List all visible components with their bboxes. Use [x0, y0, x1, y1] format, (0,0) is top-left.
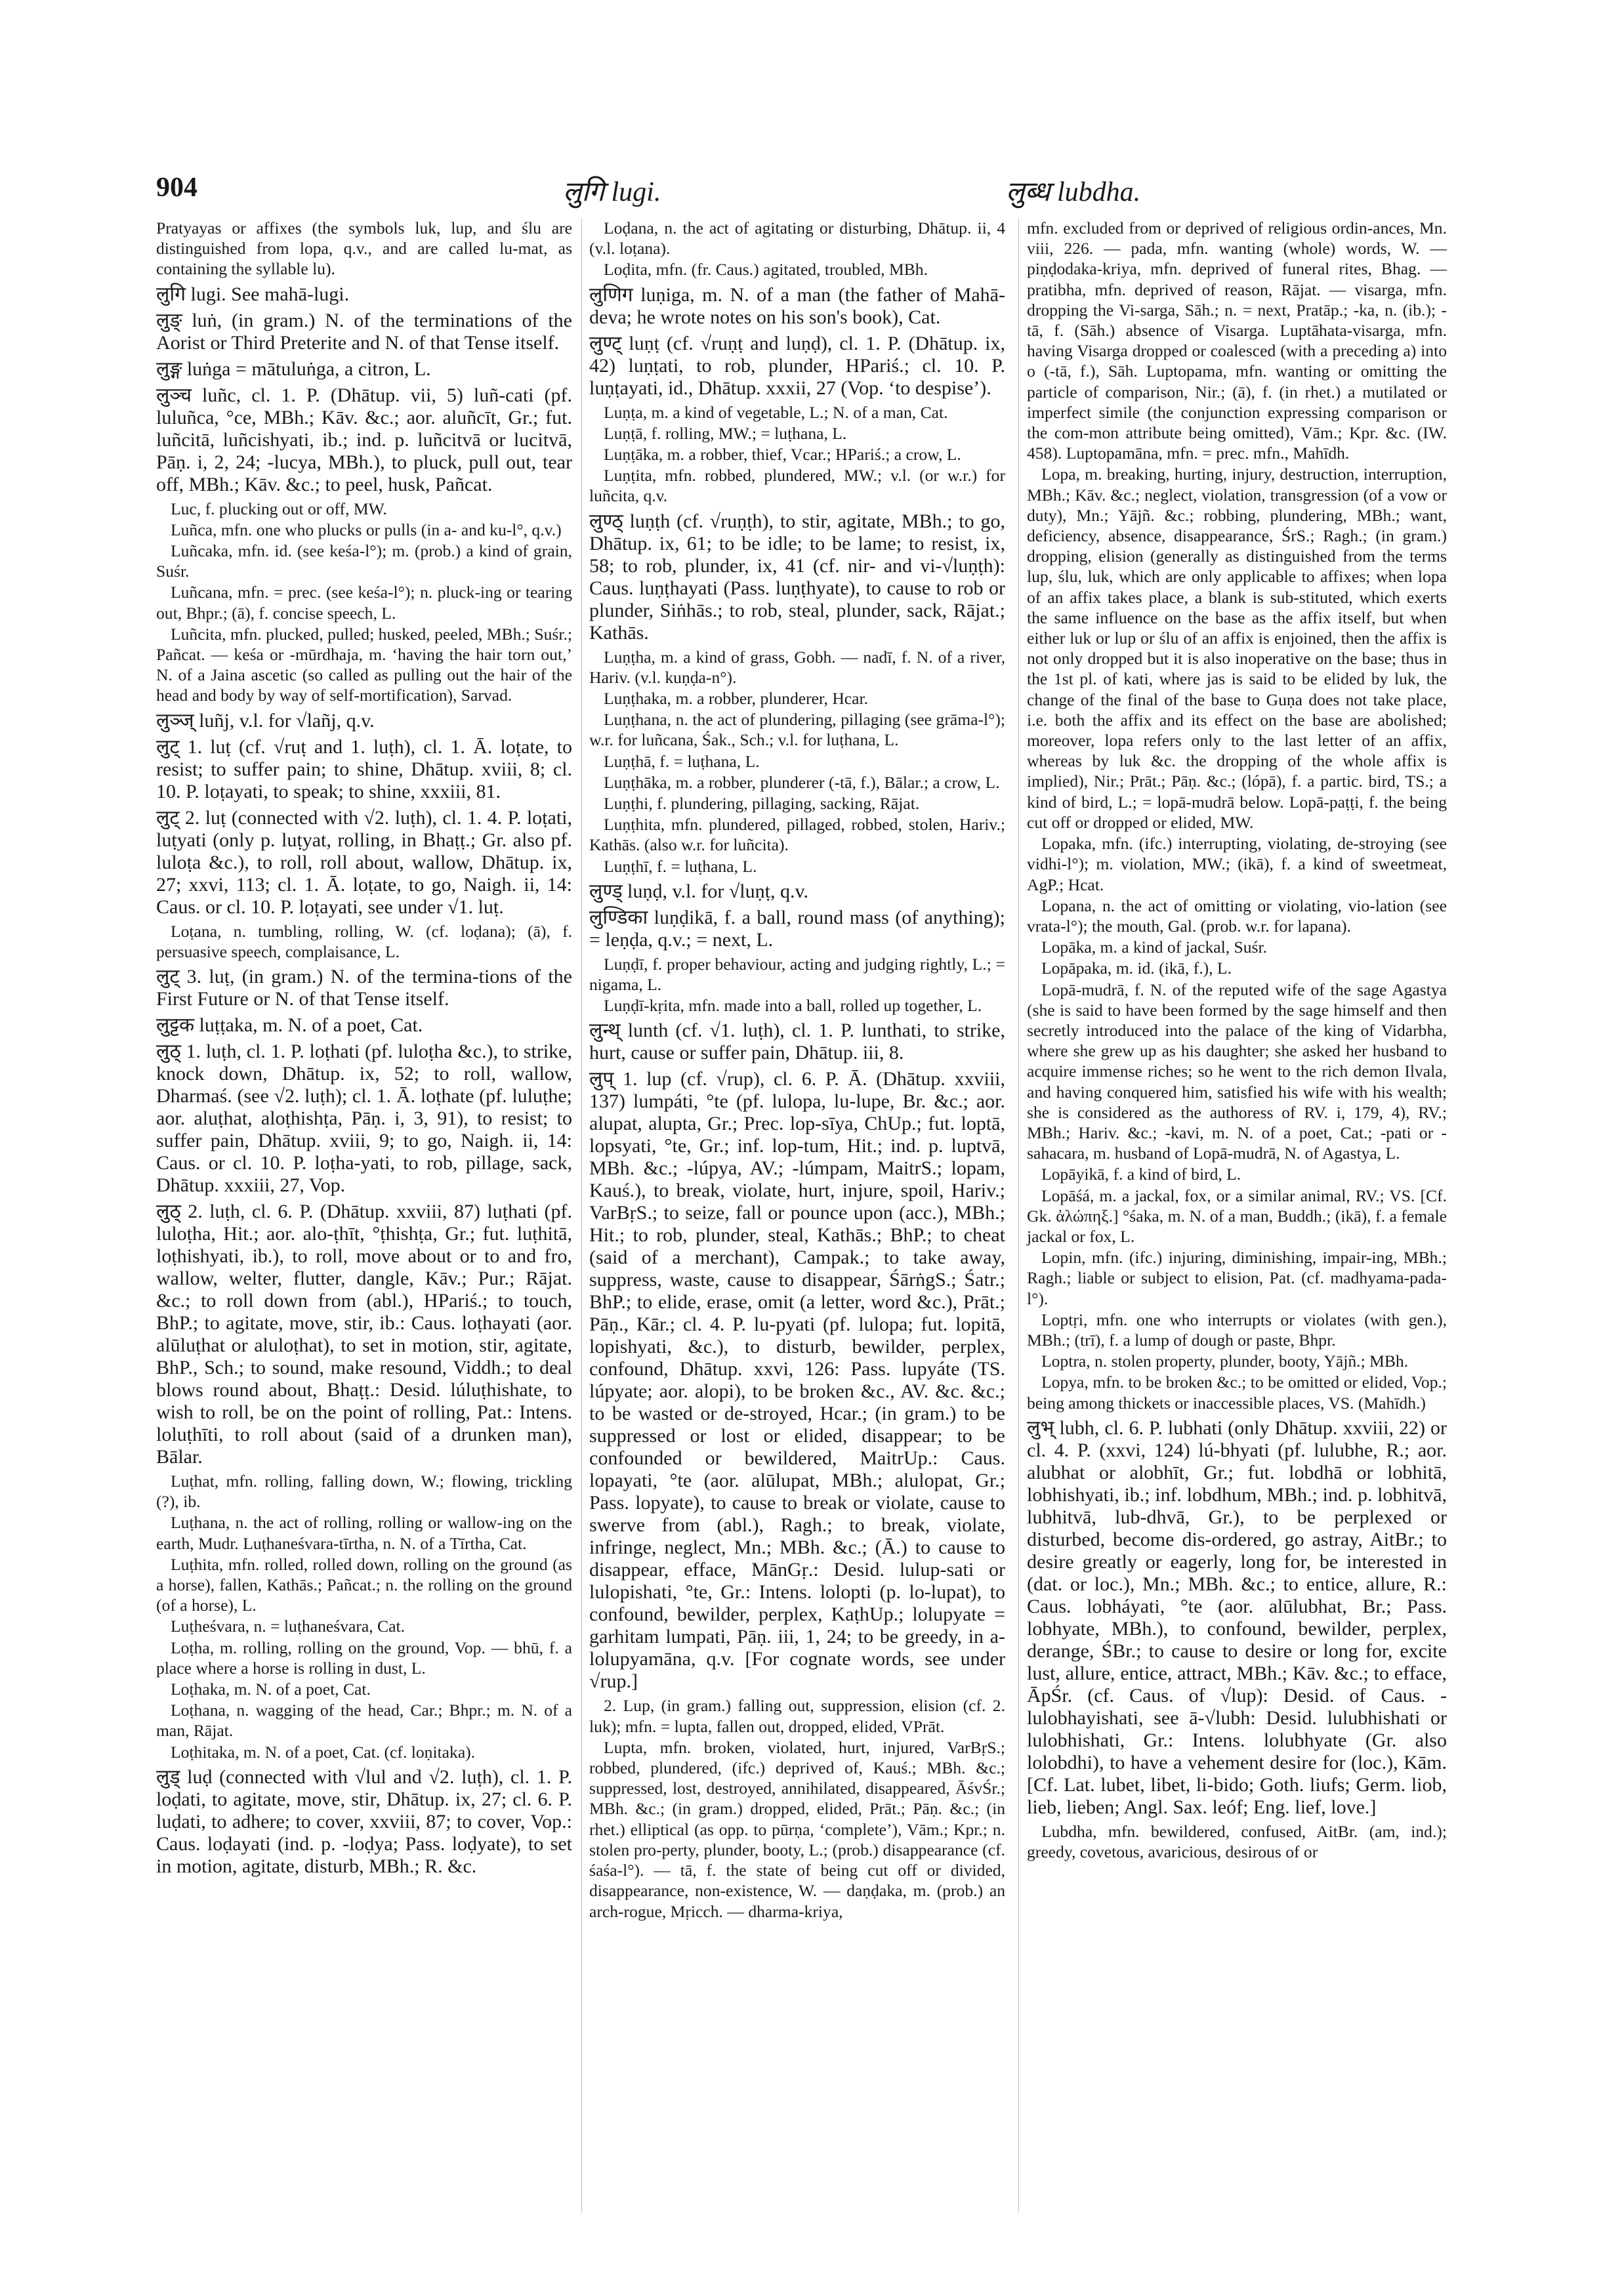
column-rule-1 [581, 218, 582, 2212]
dictionary-entry: Loṭha, m. rolling, rolling on the ground, Vop. — bhū, f. a place where a horse is rolling in dust, L. [156, 1638, 572, 1678]
root-entry: लुणिग luṇiga, m. N. of a man (the father of Mahā-deva; he wrote notes on his son's book), Cat. [589, 283, 1005, 328]
dictionary-entry: Luṇḍī-kṛita, mfn. made into a ball, rolled up together, L. [604, 996, 982, 1016]
dictionary-entry: Luṇṭhaka, m. a robber, plunderer, Hcar. [604, 689, 869, 709]
page-number: 904 [156, 173, 198, 203]
root-entry: लुण्ट् luṇṭ (cf. √ruṇṭ and luṇḍ), cl. 1. P. (Dhātup. ix, 42) luṇṭati, to rob, plunder, HPariś.; cl. 10. P. luṇṭayati, id., Dhātup. xxxii, 27 (Vop. ‘to despise’). [589, 332, 1005, 399]
dictionary-entry: Lopāpaka, m. id. (ikā, f.), L. [1041, 959, 1232, 978]
root-entry: लुण्ड् luṇḍ, v.l. for √luṇṭ, q.v. [589, 880, 809, 902]
root-entry: लुभ् lubh, cl. 6. P. lubhati (only Dhātup. xxviii, 22) or cl. 4. P. (xxvi, 124) lú-bhyati (pf. lulubhe, R.; aor. alubhat or alobhīt, Gr.; fut. lobdhā or lobhitā, lobhishyati, ib.; inf. lobdhum, MBh.; ind. p. lobhitvā, lubhitvā, lub-dhvā, Gr.), to be perplexed or disturbed, become dis-ordered, go astray, AitBr.; to desire greatly or eagerly, long for, be interested in (dat. or loc.), Mn.; MBh. &c.; to entice, allure, R.: Caus. lobháyati, °te (aor. alūlubhat, Br.; Pass. lobhyate, MBh.), to confound, bewilder, perplex, derange, ŚBr.; to cause to desire or long for, excite lust, allure, entice, attract, MBh.; Kāv. &c.; to efface, ĀpŚr. (cf. Caus. of √lup): Desid. of Caus. -lulobhayishati, see ā-√lubh: Desid. lulubhishati or lulobhishati, Gr.: Intens. lolubhyate (Gr. also lolobdhi), to have a vehement desire for (loc.), Kām. [Cf. Lat. lubet, libet, li-bido; Goth. liufs; Germ. liob, lieb, lieben; Angl. Sax. leóf; Eng. lief, love.] [1027, 1416, 1447, 1818]
dictionary-entry: Lopā-mudrā, f. N. of the reputed wife of the sage Agastya (she is said to have been formed by the sage himself and then secretly introduced into the palace of the king of Vidarbha, where she grew up as his daughter; she asked her husband to acquire immense riches; so he went to the rich demon Ilvala, and having conquered him, satisfied his wife with his wealth; she is considered as the authoress of RV. i, 179, 4), RV.; MBh.; Hariv. &c.; -kavi, m. N. of a poet, Cat.; -pati or -sahacara, m. husband of Lopā-mudrā, N. of Agastya, L. [1027, 980, 1447, 1163]
dictionary-entry: Luṇḍī, f. proper behaviour, acting and judging rightly, L.; = nigama, L. [589, 954, 1005, 995]
root-entry: लुण्ठ् luṇṭh (cf. √ruṇṭh), to stir, agitate, MBh.; to go, Dhātup. ix, 61; to be idle; to be lame; to resist, ix, 58; to rob, plunder, ix, 41 (cf. nir- and vi-√luṇṭh): Caus. luṇṭhayati (Pass. luṇṭhyate), to cause to rob or plunder, Siṅhās.; to rob, steal, plunder, sack, Rājat.; Kathās. [589, 510, 1005, 644]
left-running-headword: लुगि lugi. [563, 177, 661, 207]
root-entry: लुण्डिका luṇḍikā, f. a ball, round mass (of anything); = leṇḍa, q.v.; = next, L. [589, 906, 1005, 951]
dictionary-entry: Lopaka, mfn. (ifc.) interrupting, violating, de-stroying (see vidhi-l°); m. violation, MW.; (ikā), f. a kind of sweetmeat, AgP.; Hcat. [1027, 834, 1447, 894]
column-rule-2 [1018, 218, 1019, 2212]
dictionary-entry: Luṇṭhana, n. the act of plundering, pillaging (see grāma-l°); w.r. for luñcana, Śak., Sch.; v.l. for luṭhana, L. [589, 710, 1005, 750]
dictionary-entry: mfn. excluded from or deprived of religious ordin-ances, Mn. viii, 226. — pada, mfn. wanting (whole) words, W. — piṇḍodaka-kriya, mfn. deprived of funeral rites, Bhag. — pratibha, mfn. deprived of reason, Rājat. — visarga, mfn. dropping the Vi-sarga, Sāh.; n. = next, Pratāp.; -ka, n. (ib.); -tā, f. (Sāh.) absence of Visarga. Luptāhata-visarga, mfn. having Visarga dropped or coalesced (with a preceding a) into o (-tā, f.), Sāh. Luptopama, mfn. wanting or omitting the particle of comparison, Nir.; (ā), f. (in rhet.) a mutilated or imperfect simile (the conjunction expressing comparison or the com-mon attribute being omitted), Vām.; Kpr. &c. (IW. 458). Luptopamāna, mfn. = prec. mfn., Mahīdh. [1027, 218, 1447, 463]
dictionary-entry: Luṭheśvara, n. = luṭhaneśvara, Cat. [171, 1617, 405, 1636]
dictionary-entry: Loḍana, n. the act of agitating or disturbing, Dhātup. ii, 4 (v.l. loṭana). [589, 218, 1005, 258]
dictionary-entry: Luṭhita, mfn. rolled, rolled down, rolling on the ground (as a horse), fallen, Kathās.; Pañcat.; n. the rolling on the ground (of a horse), L. [156, 1554, 572, 1615]
right-running-headword: लुब्ध lubdha. [1006, 177, 1141, 207]
dictionary-entry: Lopāyikā, f. a kind of bird, L. [1041, 1165, 1241, 1184]
dictionary-entry: Pratyayas or affixes (the symbols luk, lup, and ślu are distinguished from lopa, q.v., and are called lu-mat, as containing the syllable lu). [156, 218, 572, 279]
dictionary-entry: Luñcana, mfn. = prec. (see keśa-l°); n. pluck-ing or tearing out, Bhpr.; (ā), f. concise speech, L. [156, 583, 572, 623]
column-left [156, 218, 572, 1880]
root-entry: लुड् luḍ (connected with √lul and √2. luṭh), cl. 1. P. loḍati, to agitate, move, stir, Dhātup. ix, 27; cl. 6. P. luḍati, to adhere; to cover, xxviii, 87; to cover, Vop.: Caus. loḍayati (ind. p. -loḍya; Pass. loḍyate), to set in motion, agitate, disturb, MBh.; R. &c. [156, 1766, 572, 1877]
root-entry: लुङ् luṅ, (in gram.) N. of the terminations of the Aorist or Third Preterite and N. of that Tense itself. [156, 309, 572, 354]
dictionary-entry: Luṇṭa, m. a kind of vegetable, L.; N. of a man, Cat. [604, 402, 948, 422]
root-entry: लुञ्ज् luñj, v.l. for √lañj, q.v. [156, 709, 375, 732]
dictionary-entry: Luṭhana, n. the act of rolling, rolling or wallow-ing on the earth, Mudr. Luṭhaneśvara-tīrtha, n. N. of a Tīrtha, Cat. [156, 1513, 572, 1553]
root-entry: लुठ् 1. luṭh, cl. 1. P. loṭhati (pf. luloṭha &c.), to strike, knock down, Dhātup. ix, 52; to roll, wallow, Dharmaś. (see √2. luṭh); cl. 1. Ā. loṭhate (pf. luluṭhe; aor. aluṭhat, aloṭhishṭa, Pāṇ. i, 3, 91), to resist; to suffer pain, Dhātup. xviii, 9; to go, Naigh. ii, 14: Caus. or cl. 10. P. loṭha-yati, to rob, pillage, sack, Dhātup. xxxiii, 27, Vop. [156, 1041, 572, 1197]
root-entry: लुट् 3. luṭ, (in gram.) N. of the termina-tions of the First Future or N. of that Tense itself. [156, 966, 572, 1010]
root-entry: लुप् 1. lup (cf. √rup), cl. 6. P. Ā. (Dhātup. xxviii, 137) lumpáti, °te (pf. lulopa, lu-lupe, Br. &c.; aor. alupat, alupta, Gr.; Prec. lop-sīya, ChUp.; fut. loptā, lopsyati, °te, Gr.; inf. lop-tum, Hit.; ind. p. luptvā, MBh. &c.; -lúpya, AV.; -lúmpam, MaitrS.; lopam, Kauś.), to break, violate, hurt, injure, spoil, Hariv.; VarBṛS.; to seize, fall or pounce upon (acc.), MBh.; Hit.; to rob, plunder, steal, Kathās.; BhP.; to cheat (said of a merchant), Campak.; to take away, suppress, waste, cause to disappear, ŚārṅgS.; Śatr.; BhP.; to elide, erase, omit (a letter, word &c.), Prāt.; Pāṇ., Kār.; cl. 4. P. lu-pyati (pf. lulopa; fut. lopitā, lopishyati, &c.), to disturb, bewilder, perplex, confound, Dhātup. xxvi, 126: Pass. lupyáte (TS. lúpyate; aor. alopi), to be broken &c., AV. &c. &c.; to be wasted or de-stroyed, Hcar.; (in gram.) to be suppressed or lost or elided, disappear; to be confounded or bewildered, MaitrUp.: Caus. lopayati, °te (aor. alūlupat, MBh.; alulopat, Gr.; Pass. lopyate), to cause to break or violate, cause to swerve from (abl.), Ragh.; to break, violate, infringe, neglect, Mn.; MBh. &c.; (Ā.) to cause to disappear, efface, MānGṛ.: Desid. lulup-sati or lulopishati, °te, Gr.: Intens. lolopti (p. lo-lupat), to confound, bewilder, perplex, KaṭhUp.; lolupyate = garhitam lumpati, Pāṇ. iii, 1, 24; to be greedy, in a-lolupyamāna, q.v. [For cognate words, see under √rup.] [589, 1068, 1005, 1693]
dictionary-entry: 2. Lup, (in gram.) falling out, suppression, elision (cf. 2. luk); mfn. = lupta, fallen out, dropped, elided, VPrāt. [589, 1696, 1005, 1736]
root-entry: लुट्टक luṭṭaka, m. N. of a poet, Cat. [156, 1014, 423, 1037]
root-entry: लुञ्च luñc, cl. 1. P. (Dhātup. vii, 5) luñ-cati (pf. luluñca, °ce, MBh.; Kāv. &c.; aor. aluñcīt, Gr.; fut. luñcitā, luñcishyati, ib.; ind. p. luñcitvā or lucitvā, Pāṇ. i, 2, 24; -lucya, MBh.), to pluck, pull out, tear off, MBh.; Kāv. &c.; to peel, husk, Pañcat. [156, 384, 572, 495]
dictionary-entry: Luñcita, mfn. plucked, pulled; husked, peeled, MBh.; Suśr.; Pañcat. — keśa or -mūrdhaja, m. ‘having the hair torn out,’ N. of a Jaina ascetic (so called as pulling out the hair of the head and body by way of self-mortification), Sarvad. [156, 624, 572, 705]
dictionary-entry: Luṭhat, mfn. rolling, falling down, W.; flowing, trickling (?), ib. [156, 1472, 572, 1512]
dictionary-entry: Lopin, mfn. (ifc.) injuring, diminishing, impair-ing, MBh.; Ragh.; liable or subject to elision, Pat. (cf. madhyama-pada-l°). [1027, 1248, 1447, 1308]
dictionary-entry: Luṇṭhā, f. = luṭhana, L. [604, 751, 760, 771]
dictionary-entry: Luṇṭhāka, m. a robber, plunderer (-tā, f.), Bālar.; a crow, L. [604, 772, 1000, 792]
dictionary-entry: Loṭhana, n. wagging of the head, Car.; Bhpr.; m. N. of a man, Rājat. [156, 1701, 572, 1741]
dictionary-entry: Lopana, n. the act of omitting or violating, vio-lation (see vrata-l°); the mouth, Gal. (prob. w.r. for lapana). [1027, 896, 1447, 936]
dictionary-entry: Luñcaka, mfn. id. (see keśa-l°); m. (prob.) a kind of grain, Suśr. [156, 541, 572, 581]
root-entry: लुगि lugi. See mahā-lugi. [156, 283, 350, 305]
dictionary-entry: Lopāśá, m. a jackal, fox, or a similar animal, RV.; VS. [Cf. Gk. ἀλώπηξ.] °śaka, m. N. of a man, Buddh.; (ikā), f. a female jackal or fox, L. [1027, 1186, 1447, 1246]
dictionary-entry: Luṇṭhī, f. = luṭhana, L. [604, 856, 757, 876]
dictionary-entry: Loṭana, n. tumbling, rolling, W. (cf. loḍana); (ā), f. persuasive speech, complaisance, L. [156, 921, 572, 961]
dictionary-entry: Luṇṭhi, f. plundering, pillaging, sacking, Rājat. [604, 794, 920, 814]
root-entry: लुन्थ् lunth (cf. √1. luṭh), cl. 1. P. lunthati, to strike, hurt, cause or suffer pain, Dhātup. iii, 8. [589, 1020, 1005, 1064]
dictionary-entry: Luṇṭāka, m. a robber, thief, Vcar.; HPariś.; a crow, L. [604, 445, 961, 465]
root-entry: लुट् 2. luṭ (connected with √2. luṭh), cl. 1. 4. P. loṭati, luṭyati (only p. luṭyat, rolling, in Bhaṭṭ.; Gr. also pf. luloṭa &c.), to roll, roll about, wallow, Dhātup. ix, 27; xxvi, 113; cl. 1. Ā. loṭate, to go, Naigh. ii, 14: Caus. or cl. 10. P. loṭayati, see under √1. luṭ. [156, 806, 572, 918]
column-right [1027, 218, 1447, 1863]
dictionary-entry: Luc, f. plucking out or off, MW. [171, 499, 387, 518]
dictionary-entry: Loptṛi, mfn. one who interrupts or violates (with gen.), MBh.; (trī), f. a lump of dough or paste, Bhpr. [1027, 1310, 1447, 1350]
root-entry: लुङ्ग luṅga = mātuluṅga, a citron, L. [156, 358, 431, 380]
dictionary-entry: Loptra, n. stolen property, plunder, booty, Yājñ.; MBh. [1041, 1352, 1409, 1371]
dictionary-entry: Loḍita, mfn. (fr. Caus.) agitated, troubled, MBh. [604, 260, 928, 279]
dictionary-entry: Luñca, mfn. one who plucks or pulls (in a- and ku-l°, q.v.) [171, 520, 562, 539]
root-entry: लुठ् 2. luṭh, cl. 6. P. (Dhātup. xxviii, 87) luṭhati (pf. luloṭha, Hit.; aor. alo-ṭhīt, °ṭhishṭa, Gr.; fut. luṭhitā, loṭhishyati, ib.), to roll, move about or to and fro, wallow, welter, flutter, dangle, Kāv.; Pur.; Rājat. &c.; to roll down from (abl.), HPariś.; to touch, BhP.; to agitate, move, stir, ib.: Caus. loṭhayati (aor. alūluṭhat or aluloṭhat), to set in motion, stir, agitate, BhP., Sch.; to sound, make resound, Viddh.; to deal blows round about, Bhaṭṭ.: Desid. lúluṭhishate, to wish to roll, be on the point of rolling, Pat.: Intens. loluṭhīti, to roll about (said of a drunken man), Bālar. [156, 1201, 572, 1468]
page-header [156, 172, 1449, 211]
dictionary-entry: Loṭhitaka, m. N. of a poet, Cat. (cf. loṇitaka). [171, 1742, 476, 1762]
root-entry: लुट् 1. luṭ (cf. √ruṭ and 1. luṭh), cl. 1. Ā. loṭate, to resist; to suffer pain; to shine, Dhātup. xviii, 8; cl. 10. P. loṭayati, to speak; to shine, xxxiii, 81. [156, 735, 572, 802]
dictionary-entry: Lopāka, m. a kind of jackal, Suśr. [1041, 938, 1268, 957]
dictionary-entry: Luṇṭhita, mfn. plundered, pillaged, robbed, stolen, Hariv.; Kathās. (also w.r. for luñcita). [589, 815, 1005, 855]
dictionary-entry: Lubdha, mfn. bewildered, confused, AitBr. (am, ind.); greedy, covetous, avaricious, desirous of or [1027, 1821, 1447, 1861]
dictionary-entry: Lopa, m. breaking, hurting, injury, destruction, interruption, MBh.; Kāv. &c.; neglect, violation, transgression (of a vow or duty), Mn.; Yājñ. &c.; robbing, plundering, MBh.; want, deficiency, absence, disappearance, ŚrS.; Ragh.; (in gram.) dropping, elision (generally as distinguished from the terms lup, ślu, luk, which are only applicable to affixes; when lopa of an affix takes place, a blank is sub-stituted, which exerts the same influence on the base as the affix itself, but when either luk or lup or ślu of an affix is enjoined, then the affix is not only dropped but it is also inoperative on the base; thus in the 1st pl. of kati, where jas is said to be elided by luk, the change of the final of the base to Guṇa does not take place, i.e. both the affix and its effect on the base are abolished; moreover, lopa refers only to the last letter of an affix, whereas by luk &c. the dropping of the whole affix is implied), Nir.; Prāt.; Pāṇ. &c.; (lópā), f. a partic. bird, TS.; a kind of bird, L.; = lopā-mudrā below. Lopā-paṭṭi, f. the being cut off or dropped or elided, MW. [1027, 465, 1447, 832]
dictionary-entry: Lopya, mfn. to be broken &c.; to be omitted or elided, Vop.; being among thickets or inaccessible places, VS. (Mahīdh.) [1027, 1373, 1447, 1413]
dictionary-entry: Lupta, mfn. broken, violated, hurt, injured, VarBṛS.; robbed, plundered, (ifc.) deprived of, Kauś.; MBh. &c.; suppressed, lost, destroyed, annihilated, disappeared, ĀśvŚr.; MBh. &c.; (in gram.) dropped, elided, Prāt.; Pāṇ. &c.; (in rhet.) elliptical (as opp. to pūrṇa, ‘complete’), Vām.; Kpr.; n. stolen pro-perty, plunder, booty, L.; (prob.) disappearance (cf. śaśa-l°). — tā, f. the state of being cut off or divided, disappearance, non-existence, W. — daṇḍaka, m. (prob.) an arch-rogue, Mṛicch. — dharma-kriya, [589, 1737, 1005, 1921]
dictionary-entry: Luṇṭha, m. a kind of grass, Gobh. — nadī, f. N. of a river, Hariv. (v.l. kuṇḍa-n°). [589, 647, 1005, 687]
dictionary-entry: Luṇṭā, f. rolling, MW.; = luṭhana, L. [604, 423, 847, 443]
dictionary-entry: Luṇṭita, mfn. robbed, plundered, MW.; v.l. (or w.r.) for luñcita, q.v. [589, 466, 1005, 506]
column-middle [589, 218, 1005, 1922]
dictionary-entry: Loṭhaka, m. N. of a poet, Cat. [171, 1680, 371, 1699]
